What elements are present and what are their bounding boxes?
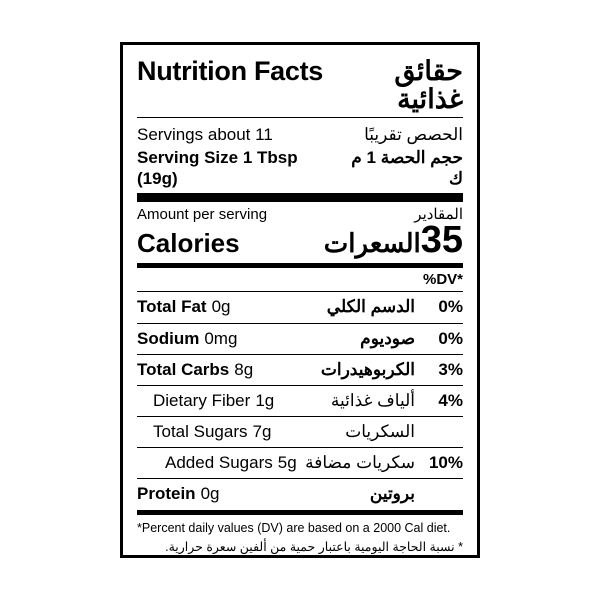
amount-per-serving-arabic: المقادير bbox=[414, 206, 463, 224]
nutrient-dv: 0% bbox=[438, 328, 463, 348]
nutrient-name-en: Total Fat bbox=[137, 297, 207, 317]
nutrient-name-ar: ألياف غذائية bbox=[330, 390, 415, 410]
calories-english: Calories bbox=[137, 228, 240, 259]
nutrient-name-ar: صوديوم bbox=[360, 328, 415, 348]
serving-size-english: Serving Size 1 Tbsp (19g) bbox=[137, 147, 298, 189]
serving-size-arabic: حجم الحصة 1 م ك bbox=[351, 147, 463, 189]
nutrient-name-en: Total Sugars bbox=[153, 421, 248, 441]
divider bbox=[137, 447, 463, 448]
calories-arabic: السعرات bbox=[323, 228, 421, 259]
footnote bbox=[137, 520, 463, 556]
servings-english: Servings about 11 bbox=[137, 124, 273, 144]
footnote-english: *Percent daily values (DV) are based on a 2000 Cal diet. bbox=[137, 521, 451, 536]
nutrient-name-ar: بروتين bbox=[369, 484, 415, 503]
nutrient-name-ar: سكريات مضافة bbox=[305, 452, 415, 472]
divider-under-calories bbox=[137, 263, 463, 268]
table-row bbox=[137, 420, 463, 444]
nutrient-name-ar: الدسم الكلي bbox=[326, 297, 415, 317]
nutrition-facts-panel bbox=[120, 42, 480, 558]
table-row bbox=[137, 451, 463, 475]
nutrient-name-en: Dietary Fiber bbox=[153, 390, 251, 410]
divider bbox=[137, 478, 463, 479]
table-row bbox=[137, 358, 463, 382]
table-row bbox=[137, 295, 463, 319]
nutrient-amount: 0g bbox=[211, 297, 231, 317]
calories-value: 35 bbox=[420, 219, 463, 262]
nutrient-name-ar: السكريات bbox=[345, 421, 415, 441]
servings-row bbox=[137, 124, 463, 145]
nutrient-name-en: Total Carbs bbox=[137, 359, 230, 379]
divider bbox=[137, 354, 463, 355]
nutrient-dv: 0% bbox=[438, 297, 463, 317]
servings-arabic: الحصص تقريبًا bbox=[364, 124, 463, 144]
nutrient-name-en: Added Sugars bbox=[165, 452, 273, 472]
nutrient-amount: 5g bbox=[277, 452, 297, 472]
nutrient-dv: 3% bbox=[438, 359, 463, 379]
nutrient-amount: 7g bbox=[252, 421, 272, 441]
table-row bbox=[137, 482, 463, 506]
nutrient-name-en: Sodium bbox=[137, 328, 200, 348]
nutrient-amount: 0mg bbox=[204, 328, 238, 348]
nutrient-name-ar: الكربوهيدرات bbox=[320, 359, 415, 379]
nutrient-amount: 1g bbox=[255, 390, 275, 410]
divider bbox=[137, 385, 463, 386]
serving-size-row bbox=[137, 147, 463, 190]
divider-under-title bbox=[137, 117, 463, 118]
divider bbox=[137, 416, 463, 417]
calories-row bbox=[137, 219, 463, 262]
title-arabic: حقائق غذائية bbox=[394, 56, 463, 115]
divider bbox=[137, 323, 463, 324]
nutrient-amount: 0g bbox=[200, 484, 220, 503]
daily-value-header: %DV* bbox=[422, 271, 463, 289]
table-row bbox=[137, 389, 463, 413]
divider-thick-top bbox=[137, 193, 463, 202]
label-title bbox=[137, 57, 463, 114]
nutrient-name-en: Protein bbox=[137, 484, 196, 503]
nutrient-dv: 10% bbox=[428, 452, 463, 472]
amount-per-serving-english: Amount per serving bbox=[137, 206, 268, 224]
title-english: Nutrition Facts bbox=[137, 56, 324, 86]
table-row bbox=[137, 327, 463, 351]
nutrient-amount: 8g bbox=[234, 359, 254, 379]
nutrient-dv: 4% bbox=[438, 390, 463, 410]
footnote-arabic: * نسبة الحاجة اليومية باعتبار حمية من ألفين سعرة حرارية. bbox=[165, 539, 463, 554]
divider-under-dv-header bbox=[137, 291, 463, 292]
divider-above-footnote bbox=[137, 510, 463, 515]
